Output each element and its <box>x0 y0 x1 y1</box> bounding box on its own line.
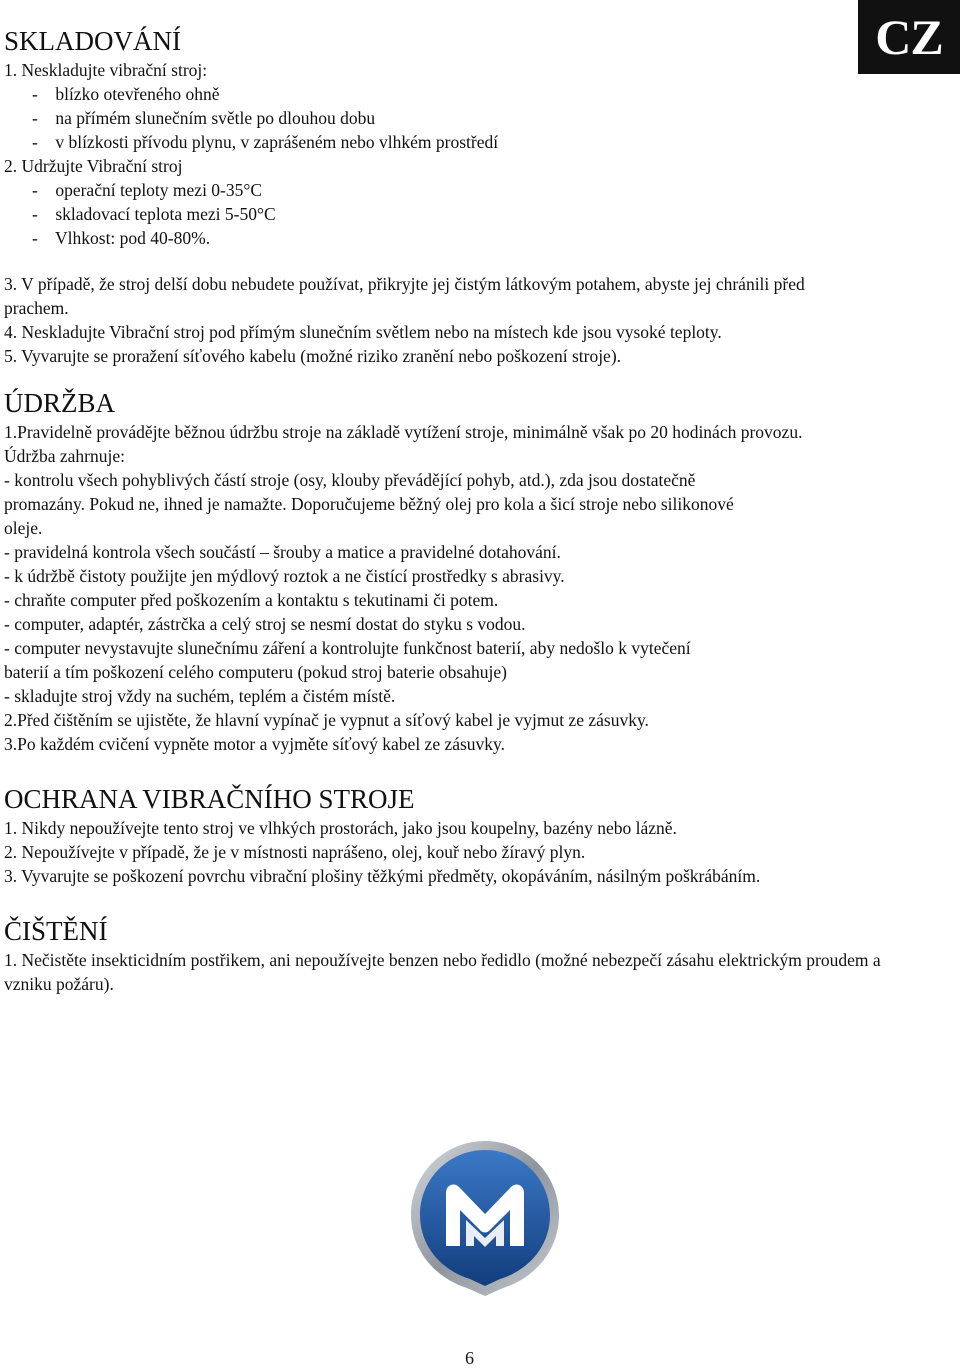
page-number: 6 <box>465 1348 474 1368</box>
maintenance-bullet: - k údržbě čistoty použijte jen mýdlový roztok a ne čistící prostředky s abrasivy. <box>4 566 565 586</box>
storage-item-1-sub: - na přímém slunečním světle po dlouhou dobu <box>32 108 376 128</box>
protection-item: 3. Vyvarujte se poškození povrchu vibrační plošiny těžkými předměty, okopáváním, násilným poškrábáním. <box>4 866 761 886</box>
section-title-cleaning: ČIŠTĚNÍ <box>4 916 108 946</box>
maintenance-intro: Údržba zahrnuje: <box>4 446 125 466</box>
storage-item-1-sub: - blízko otevřeného ohně <box>32 84 220 104</box>
spacer <box>4 250 854 272</box>
maintenance-bullet: - pravidelná kontrola všech součástí – šrouby a matice a pravidelné dotahování. <box>4 542 561 562</box>
maintenance-bullet: - skladujte stroj vždy na suchém, teplém a čistém místě. <box>4 686 396 706</box>
maintenance-bullet: - computer nevystavujte slunečnímu záření a kontrolujte funkčnost baterií, aby nedošlo k vytečení baterií a tím poškození celého computeru (pokud stroj baterie obsahuje) <box>4 638 691 682</box>
storage-item-1-sub: - v blízkosti přívodu plynu, v zaprášeném nebo vlhkém prostředí <box>32 132 499 152</box>
storage-item-2-sub: - operační teploty mezi 0-35°C <box>32 180 263 200</box>
storage-item-4: 4. Neskladujte Vibrační stroj pod přímým slunečním světlem nebo na místech kde jsou vysoké teploty. <box>4 322 722 342</box>
storage-item-2-sub: - skladovací teplota mezi 5-50°C <box>32 204 276 224</box>
protection-item: 2. Nepoužívejte v případě, že je v místnosti naprášeno, olej, kouř nebo žíravý plyn. <box>4 842 586 862</box>
storage-item-5: 5. Vyvarujte se proražení síťového kabelu (možné riziko zranění nebo poškození stroje). <box>4 346 622 366</box>
storage-item-1: 1. Neskladujte vibrační stroj: <box>4 60 208 80</box>
storage-item-2: 2. Udržujte Vibrační stroj <box>4 156 183 176</box>
storage-item-2-sub: - Vlhkost: pod 40-80%. <box>32 228 211 248</box>
maintenance-item-3: 3.Po každém cvičení vypněte motor a vyjměte síťový kabel ze zásuvky. <box>4 734 506 754</box>
cleaning-item: 1. Nečistěte insekticidním postřikem, ani nepoužívejte benzen nebo ředidlo (možné nebezpečí zásahu elektrickým proudem a vzniku požáru). <box>4 950 881 994</box>
section-title-storage: SKLADOVÁNÍ <box>4 26 181 56</box>
maintenance-bullet: - chraňte computer před poškozením a kontaktu s tekutinami či potem. <box>4 590 499 610</box>
protection-item: 1. Nikdy nepoužívejte tento stroj ve vlhkých prostorách, jako jsou koupelny, bazény nebo lázně. <box>4 818 677 838</box>
spacer <box>4 888 854 914</box>
page-content <box>4 24 881 996</box>
brand-logo <box>408 1138 562 1298</box>
maintenance-bullet: - computer, adaptér, zástrčka a celý stroj se nesmí dostat do styku s vodou. <box>4 614 526 634</box>
spacer <box>4 368 854 386</box>
maintenance-item-2: 2.Před čištěním se ujistěte, že hlavní vypínač je vypnut a síťový kabel je vyjmut ze zásuvky. <box>4 710 649 730</box>
storage-item-3: 3. V případě, že stroj delší dobu nebudete používat, přikryjte jej čistým látkovým potahem, abyste jej chránili před prachem. <box>4 274 805 318</box>
section-title-protection: OCHRANA VIBRAČNÍHO STROJE <box>4 784 415 814</box>
maintenance-item-1: 1.Pravidelně provádějte běžnou údržbu stroje na základě vytížení stroje, minimálně však po 20 hodinách provozu. <box>4 422 803 442</box>
maintenance-bullet: - kontrolu všech pohyblivých částí stroje (osy, klouby převádějící pohyb, atd.), zda jsou dostatečně promazány. Pokud ne, ihned je namažte. Doporučujeme běžný olej pro kola a šicí stroje nebo silikonové oleje. <box>4 470 734 538</box>
section-title-maintenance: ÚDRŽBA <box>4 388 116 418</box>
spacer <box>4 756 854 782</box>
language-badge: CZ <box>858 0 960 74</box>
